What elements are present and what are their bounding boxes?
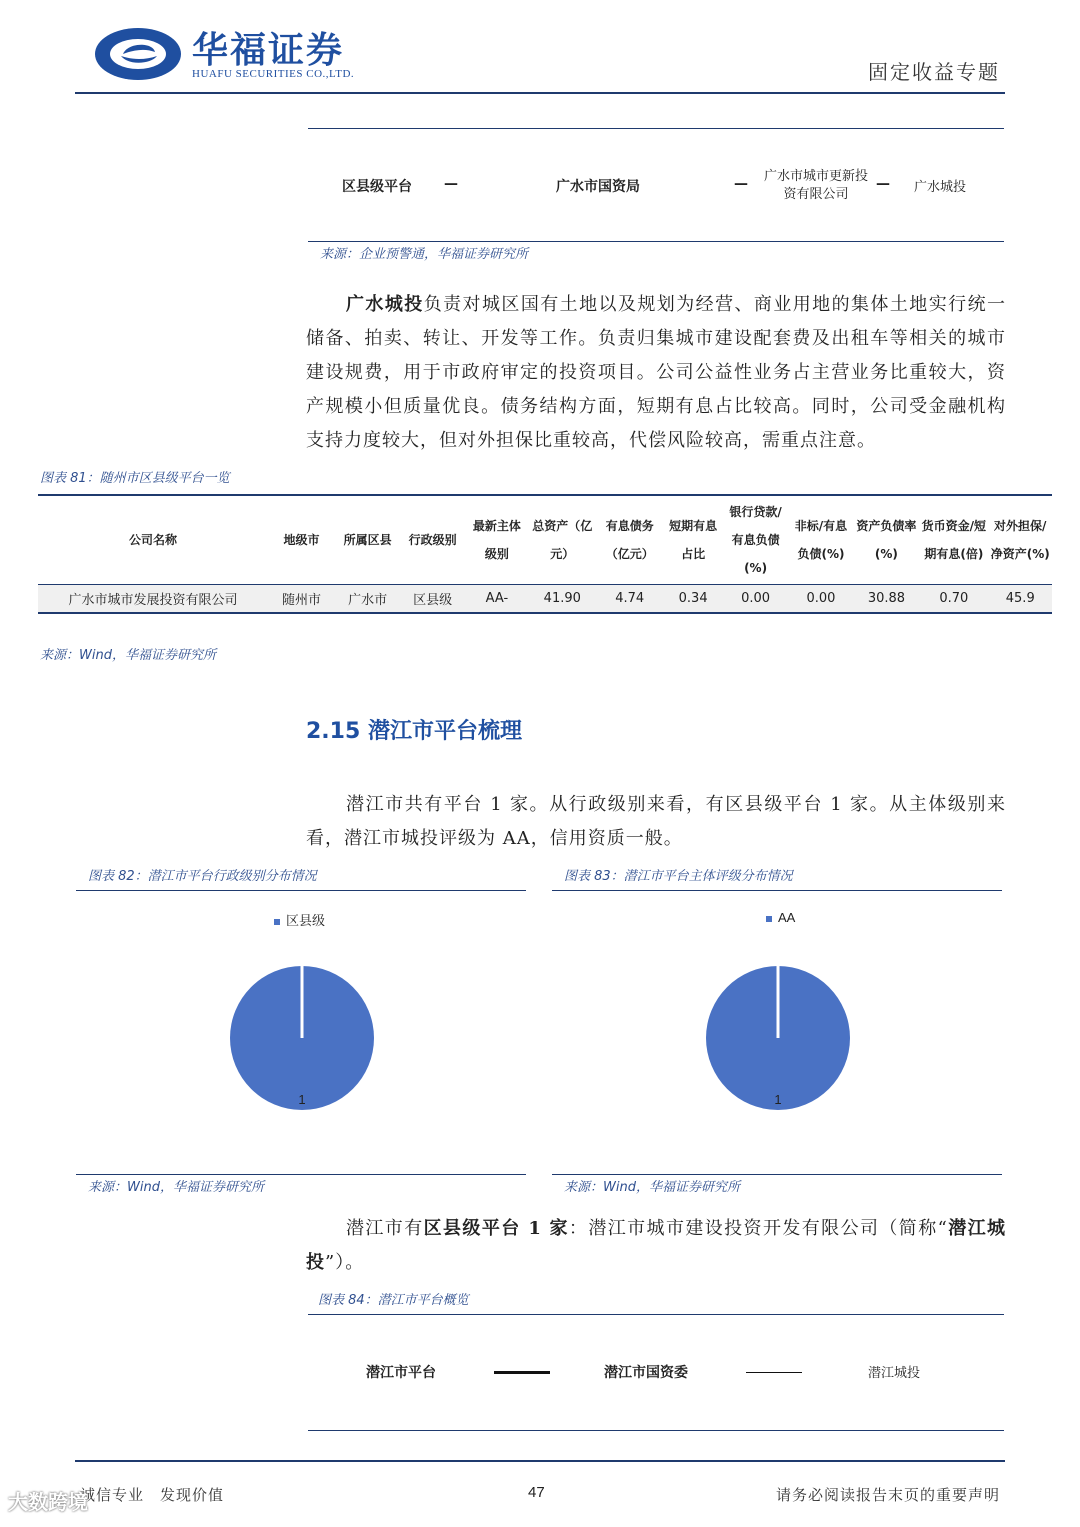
paragraph-bold: 区县级平台 1 家 bbox=[423, 1218, 569, 1239]
table-cell: 0.00 bbox=[788, 585, 853, 614]
pie-data-label: 1 bbox=[774, 1092, 782, 1107]
table-cell: 45.9 bbox=[989, 585, 1053, 614]
chart-source: 来源：Wind，华福证券研究所 bbox=[564, 1180, 740, 1195]
chart-source: 来源：Wind，华福证券研究所 bbox=[88, 1180, 264, 1195]
chart-title: 图表 82：潜江市平台行政级别分布情况 bbox=[88, 869, 317, 884]
table-header-cell: 银行贷款/有息负债(%) bbox=[729, 505, 782, 575]
page-number: 47 bbox=[528, 1484, 545, 1501]
legend-swatch-icon bbox=[274, 919, 280, 925]
footer-disclaimer: 请务必阅读报告末页的重要声明 bbox=[775, 1486, 1000, 1504]
table-header-cell: 公司名称 bbox=[128, 533, 177, 547]
chart-top-border bbox=[552, 890, 1002, 891]
section-title: 2.15 潜江市平台梳理 bbox=[306, 719, 522, 744]
table-cell: 广水市城市发展投资有限公司 bbox=[38, 585, 268, 614]
table-header-cell: 资产负债率(%) bbox=[856, 519, 917, 561]
ownership-connector bbox=[746, 1372, 802, 1373]
huafu-logo-icon bbox=[93, 26, 183, 82]
table-cell: 41.90 bbox=[529, 585, 597, 614]
table-cell: 0.70 bbox=[919, 585, 988, 614]
table-header-cell: 有息债务（亿元） bbox=[605, 519, 654, 561]
body-paragraph bbox=[306, 1212, 1006, 1280]
table-header-cell: 行政级别 bbox=[408, 533, 457, 547]
watermark: 大数跨境 bbox=[8, 1490, 88, 1514]
table-cell: 0.34 bbox=[663, 585, 723, 614]
paragraph-text: ：潜江市城市建设投资开发有限公司（简称“ bbox=[568, 1218, 948, 1239]
ownership-owner: 潜江市国资委 bbox=[604, 1365, 688, 1381]
paragraph-text: 潜江市有 bbox=[346, 1218, 424, 1239]
chart-bottom-border bbox=[552, 1174, 1002, 1175]
ownership-owner: 广水市国资局 bbox=[556, 179, 640, 195]
pie-chart-82 bbox=[226, 962, 378, 1114]
table-row bbox=[38, 585, 1052, 614]
figure-title: 图表 84：潜江市平台概览 bbox=[318, 1293, 469, 1308]
ownership-platform: 广水城投 bbox=[914, 180, 967, 195]
ownership-level: 潜江市平台 bbox=[366, 1365, 436, 1381]
table-cell: 广水市 bbox=[335, 585, 400, 614]
chart-legend bbox=[274, 910, 325, 929]
table-cell: 随州市 bbox=[268, 585, 335, 614]
legend-swatch-icon bbox=[766, 916, 772, 922]
table-header-row bbox=[38, 495, 1052, 585]
chart-top-border bbox=[76, 890, 526, 891]
ownership-connector: — bbox=[876, 176, 890, 192]
ownership-platform: 潜江城投 bbox=[868, 1366, 921, 1381]
table-cell: 30.88 bbox=[854, 585, 920, 614]
ownership-subsidiary bbox=[758, 168, 874, 204]
footer-slogan: 诚信专业 发现价值 bbox=[80, 1486, 225, 1504]
body-paragraph bbox=[306, 288, 1006, 458]
fig-top-border bbox=[308, 1314, 1004, 1315]
fig-top-border bbox=[308, 128, 1004, 129]
paragraph-bold: 潜江城投 bbox=[306, 1218, 1007, 1273]
table-cell: 0.00 bbox=[723, 585, 788, 614]
fig-bottom-border bbox=[308, 241, 1004, 242]
logo-text-cn: 华福证券 bbox=[192, 30, 345, 71]
table-header-cell: 地级市 bbox=[283, 533, 320, 547]
paragraph-text: 负责对城区国有土地以及规划为经营、商业用地的集体土地实行统一储备、拍卖、转让、开发等工作。负责归集城市建设配套费及出租车等相关的城市建设规费，用于市政府审定的投资项目。公司公益性业务占主营业务比重较大，资产规模小但质量优良。债务结构方面，短期有息占比较高。同时，公司受金融机构支持力度较大，但对外担保比重较高，代偿风险较高，需重点注意。 bbox=[306, 294, 1007, 451]
chart-legend bbox=[766, 910, 795, 925]
report-category: 固定收益专题 bbox=[868, 60, 1000, 84]
chart-bottom-border bbox=[76, 1174, 526, 1175]
table-header-cell: 对外担保/净资产(%) bbox=[990, 519, 1050, 561]
table-header-cell: 总资产（亿元） bbox=[532, 519, 593, 561]
logo-text-en: HUAFU SECURITIES CO.,LTD. bbox=[192, 68, 355, 80]
ownership-subsidiary-line2: 资有限公司 bbox=[783, 187, 849, 202]
table-header-cell: 短期有息占比 bbox=[669, 519, 718, 561]
ownership-level: 区县级平台 bbox=[342, 179, 412, 195]
ownership-connector bbox=[494, 1371, 550, 1374]
paragraph-text: ”）。 bbox=[325, 1252, 365, 1273]
paragraph-bold-lead: 广水城投 bbox=[346, 294, 424, 315]
table-cell: 区县级 bbox=[400, 585, 465, 614]
ownership-connector: — bbox=[734, 176, 748, 192]
header-divider bbox=[75, 92, 1005, 94]
ownership-subsidiary-line1: 广水市城市更新投 bbox=[763, 169, 868, 184]
pie-data-label: 1 bbox=[298, 1092, 306, 1107]
ownership-connector: — bbox=[444, 176, 458, 192]
table-cell: 4.74 bbox=[596, 585, 663, 614]
fig-bottom-border bbox=[308, 1430, 1004, 1431]
figure-source: 来源：企业预警通，华福证券研究所 bbox=[320, 247, 529, 262]
table-source: 来源：Wind，华福证券研究所 bbox=[40, 648, 216, 663]
body-paragraph: 潜江市共有平台 1 家。从行政级别来看，有区县级平台 1 家。从主体级别来看，潜江市城投评级为 AA，信用资质一般。 bbox=[306, 794, 1006, 849]
legend-label: AA bbox=[778, 910, 796, 925]
legend-label: 区县级 bbox=[286, 913, 326, 928]
table-header-cell: 所属区县 bbox=[343, 533, 392, 547]
figure-title: 图表 81：随州市区县级平台一览 bbox=[40, 471, 230, 486]
chart-title: 图表 83：潜江市平台主体评级分布情况 bbox=[564, 869, 793, 884]
table-header-cell: 非标/有息负债(%) bbox=[794, 519, 848, 561]
table-header-cell: 货币资金/短期有息(倍) bbox=[921, 519, 987, 561]
table-header-cell: 最新主体级别 bbox=[472, 519, 521, 561]
pie-chart-83 bbox=[702, 962, 854, 1114]
table-cell: AA- bbox=[465, 585, 528, 614]
platform-table bbox=[38, 494, 1052, 614]
footer-divider bbox=[75, 1460, 1005, 1462]
